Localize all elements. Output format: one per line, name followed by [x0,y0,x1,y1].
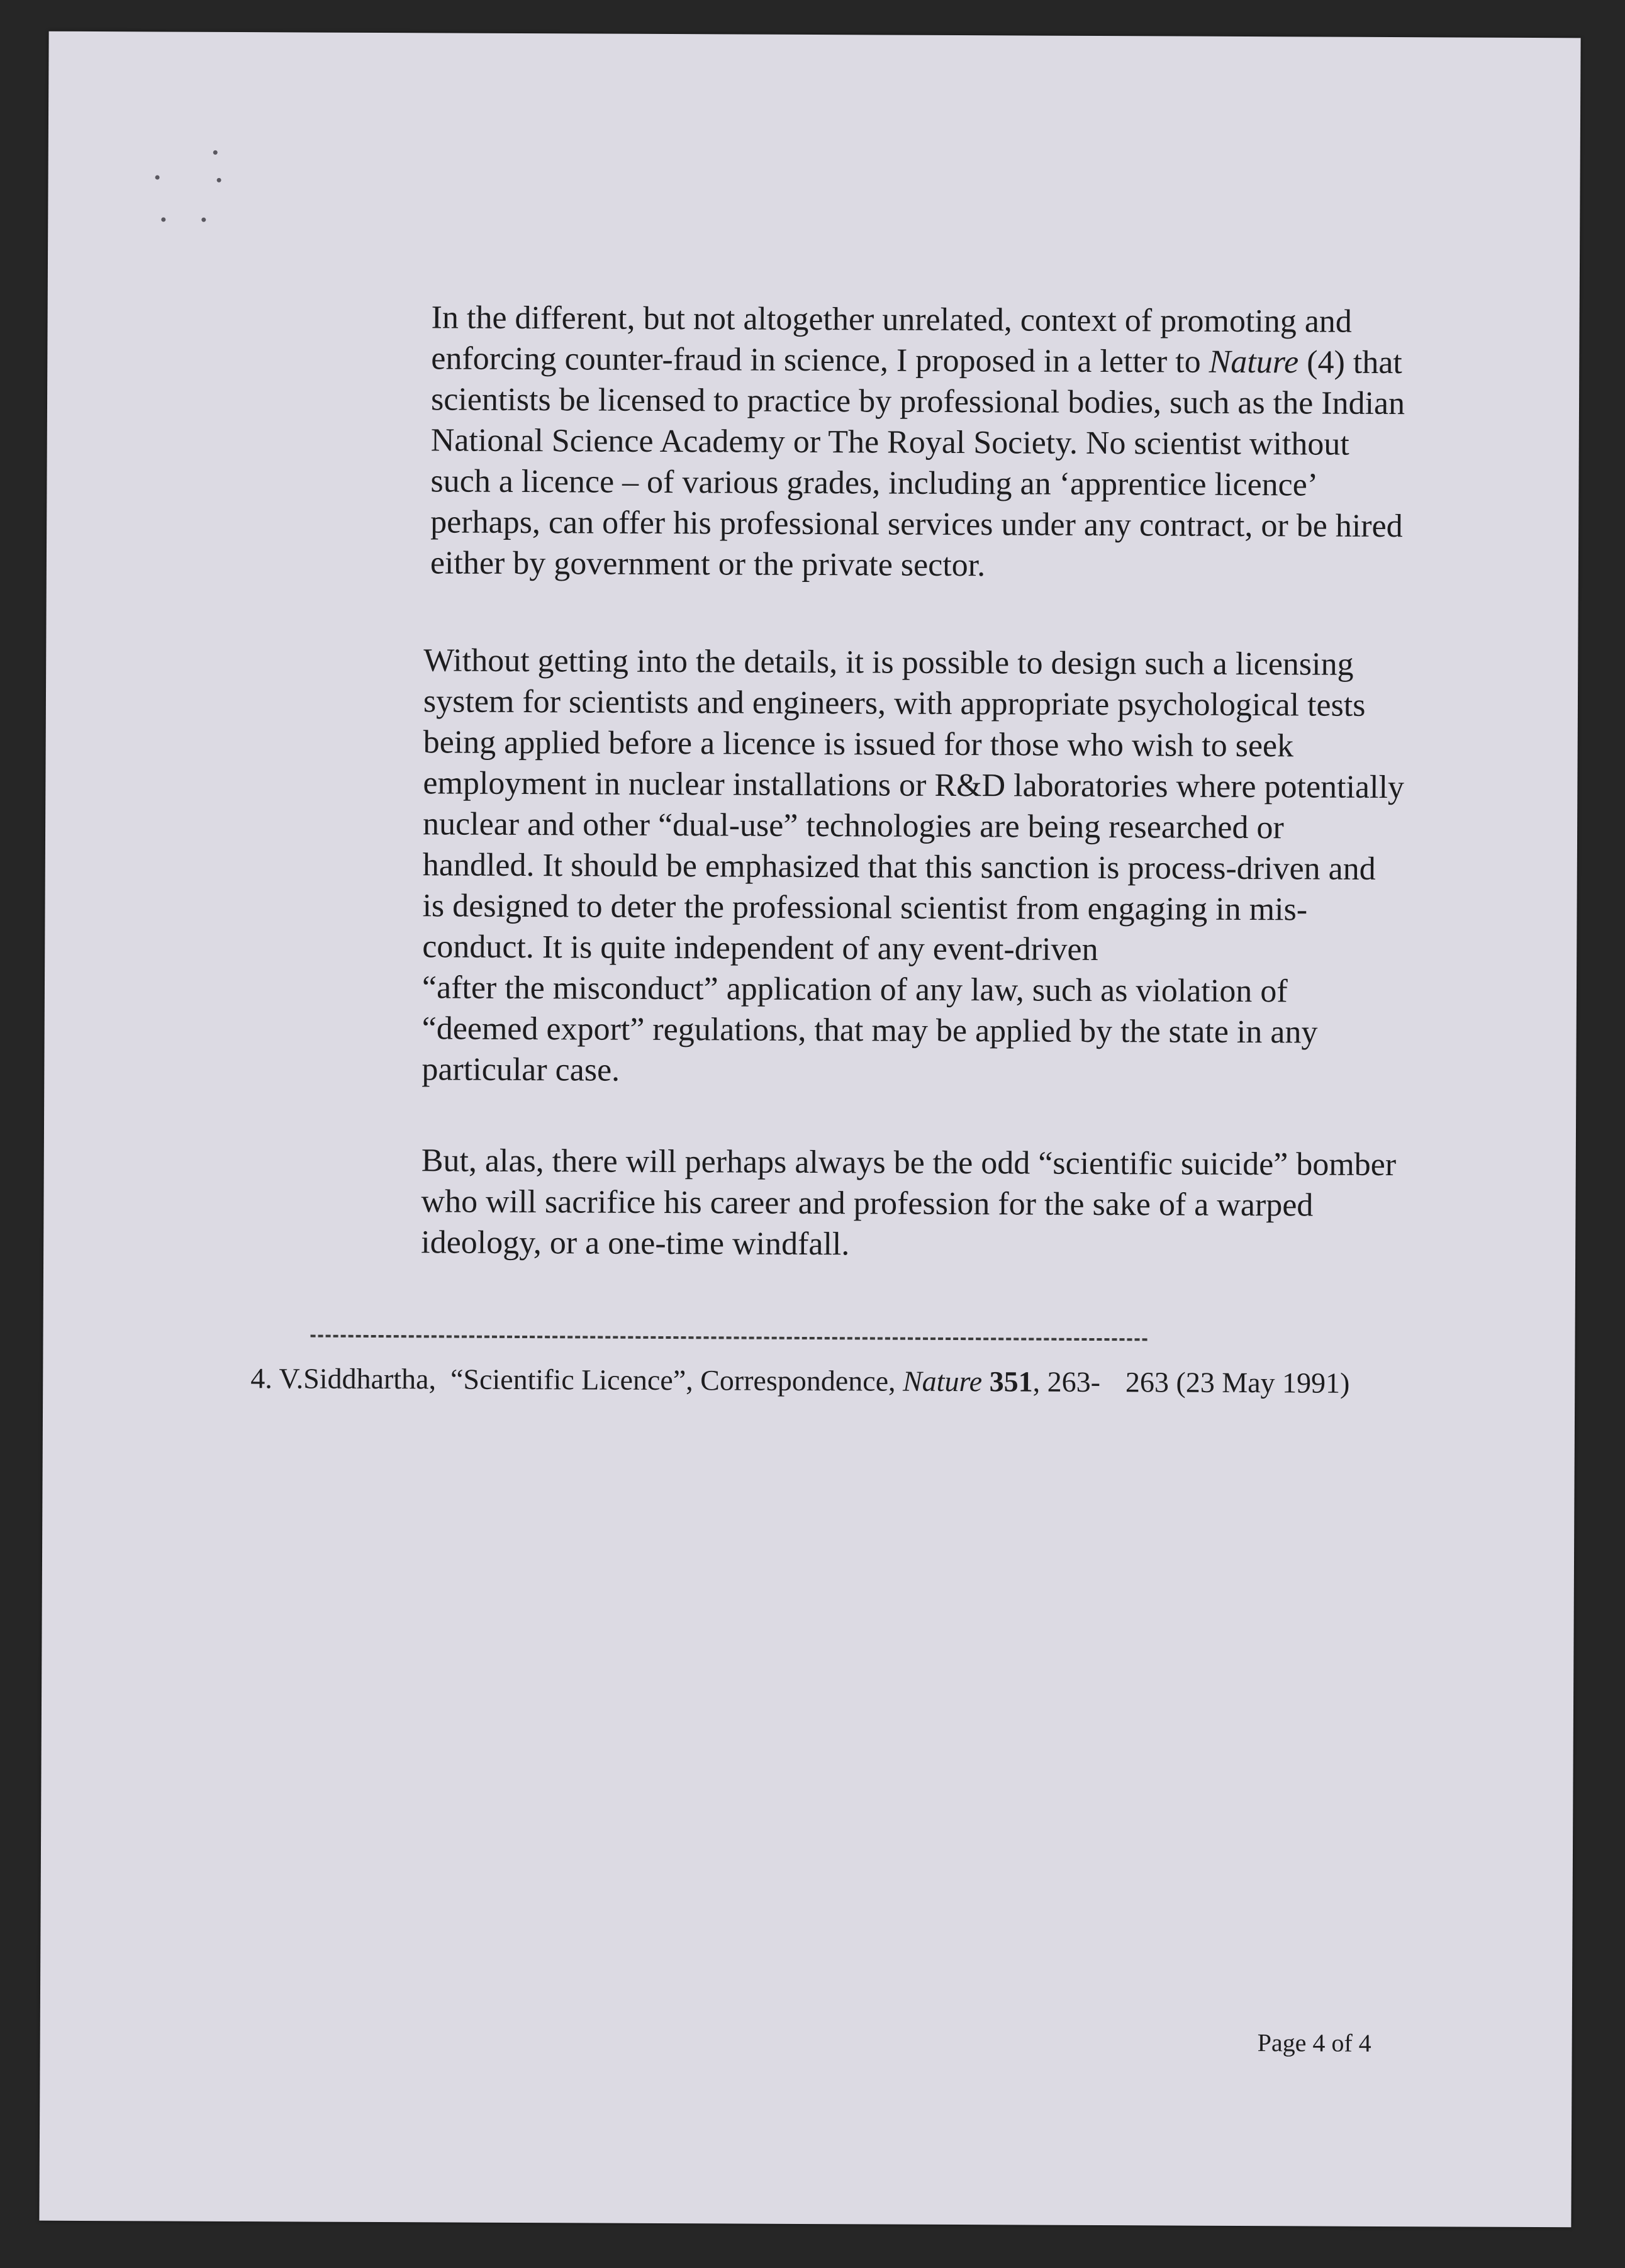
document-page [39,31,1580,2228]
text-line: handled. It should be emphasized that this sanction is process-driven and [422,847,1376,887]
text-line: scientists be licensed to practice by professional bodies, such as the Indian [430,381,1405,422]
text-line: is designed to deter the professional scientist from engaging in mis- [422,888,1308,928]
text-line: In the different, but not altogether unrelated, context of promoting and [431,299,1352,340]
punch-hole-mark [161,217,165,221]
footnote-date: 263 (23 May 1991) [1125,1366,1350,1399]
text-line: Without getting into the details, it is possible to design such a licensing [423,642,1354,683]
text-line: But, alas, there will perhaps always be the odd “scientific suicide” bomber [421,1142,1397,1183]
footnote-title: “Scientific Licence”, Correspondence, [450,1363,903,1397]
text-fragment: (4) that [1298,344,1402,381]
text-line: either by government or the private sector. [430,545,986,584]
paragraph-licensing-system [422,640,1405,1094]
text-line: who will sacrifice his career and profession for the sake of a warped [421,1183,1314,1224]
page-number: Page 4 of 4 [1257,2028,1371,2057]
text-fragment: enforcing counter-fraud in science, I proposed in a letter to [431,340,1209,380]
text-line: particular case. [422,1051,620,1088]
footnote-journal: Nature [902,1365,983,1398]
text-line: ideology, or a one-time windfall. [421,1224,850,1263]
punch-hole-mark [155,175,160,179]
text-line: conduct. It is quite independent of any event-driven [422,929,1098,968]
punch-hole-mark [201,218,206,222]
journal-name: Nature [1209,344,1299,381]
text-line [431,338,1405,383]
footnote-reference [250,1360,1349,1402]
paragraph-licensing-proposal [430,297,1405,588]
text-line: National Science Academy or The Royal Society. No scientist without [430,422,1349,462]
text-line: employment in nuclear installations or R&D laboratories where potentially [423,765,1405,806]
text-line: being applied before a licence is issued for those who wish to seek [423,724,1294,764]
text-line: “after the misconduct” application of any law, such as violation of [422,969,1288,1010]
footnote-volume: 351 [989,1365,1033,1398]
punch-hole-mark [217,178,221,182]
footnote-pages: , 263- [1032,1365,1101,1399]
text-line: perhaps, can offer his professional services under any contract, or be hired [430,504,1403,545]
punch-hole-mark [213,150,218,155]
footnote-number: 4. V.Siddhartha, [250,1362,437,1395]
footnote-divider [311,1335,1148,1341]
text-line: such a licence – of various grades, including an ‘apprentice licence’ [430,463,1319,503]
paragraph-conclusion [421,1140,1396,1267]
text-line: system for scientists and engineers, with appropriate psychological tests [423,683,1366,723]
text-line: “deemed export” regulations, that may be applied by the state in any [422,1010,1318,1051]
text-line: nuclear and other “dual-use” technologies are being researched or [422,806,1284,846]
